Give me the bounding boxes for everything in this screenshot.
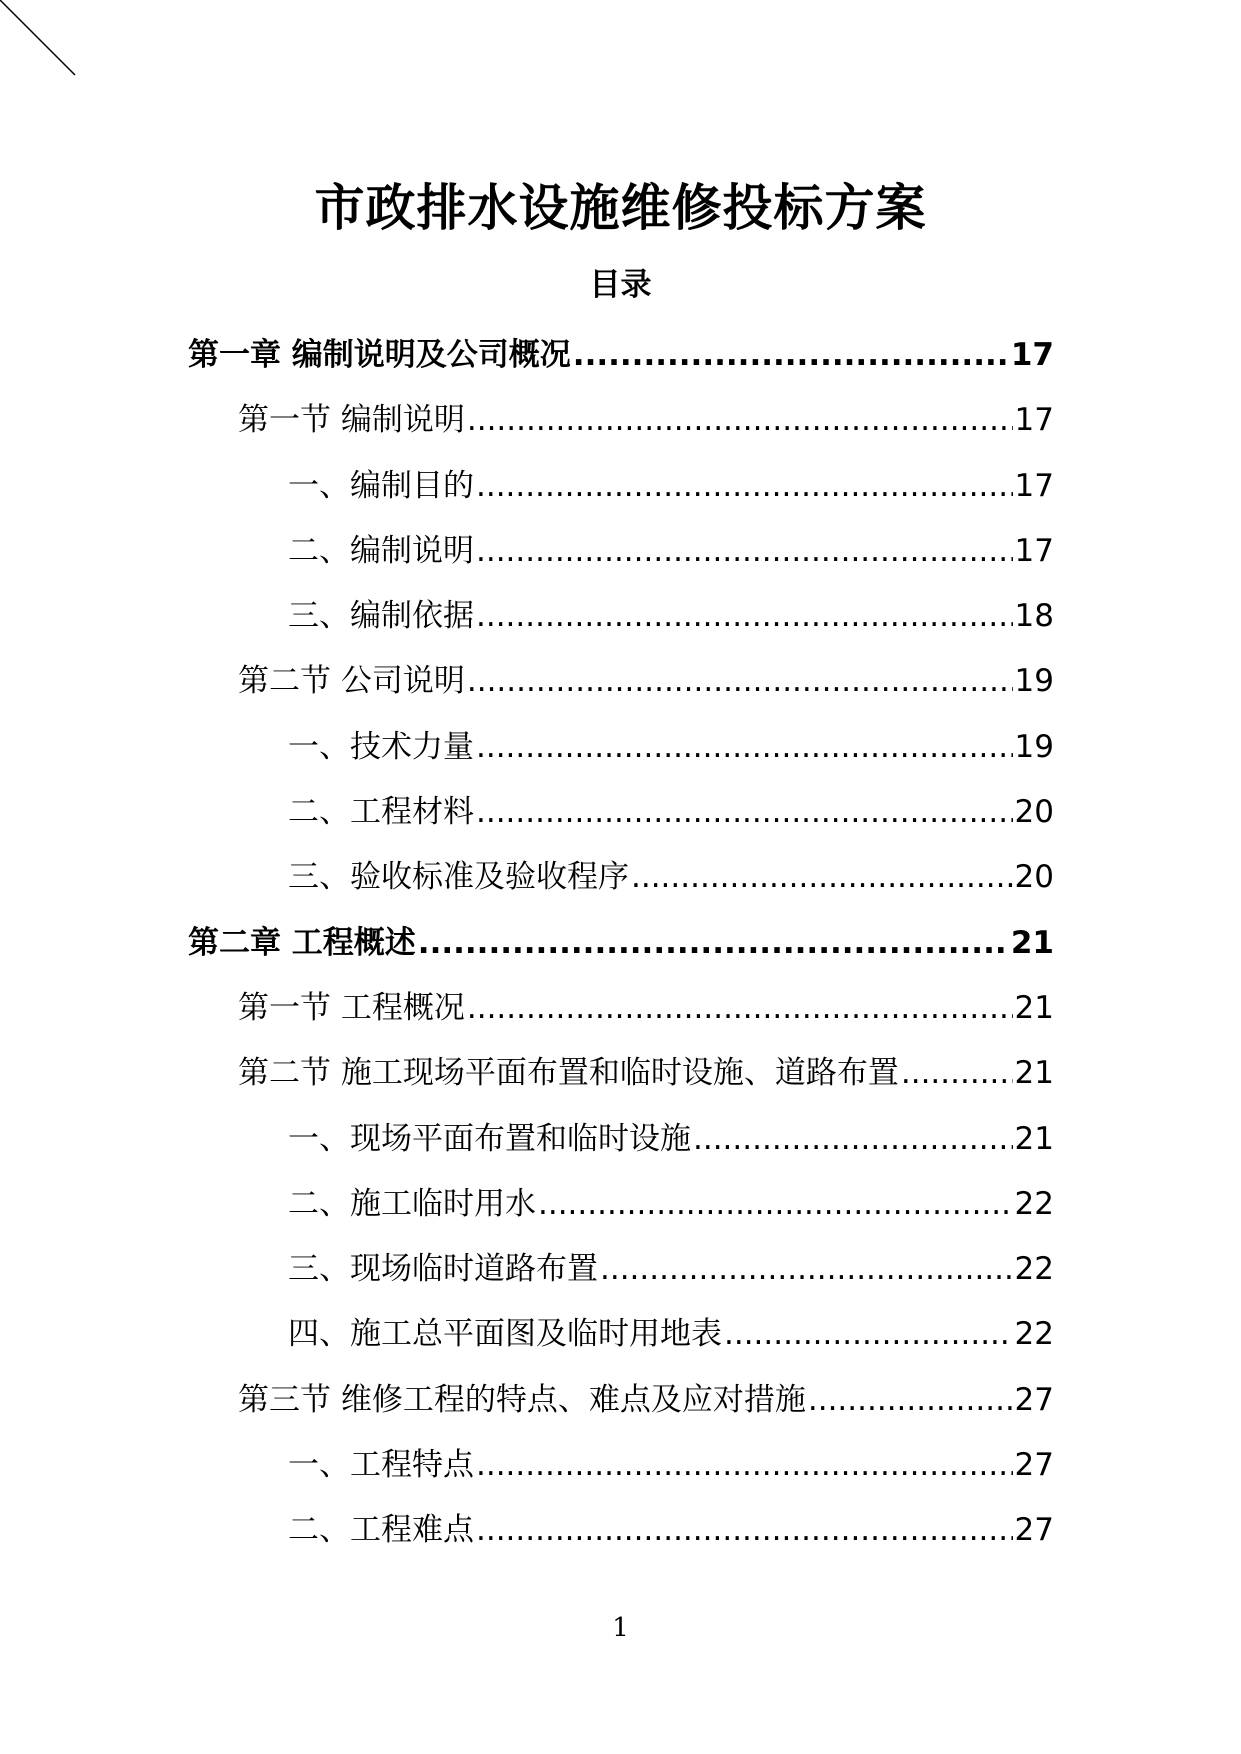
toc-entry-label: 二、工程材料 (288, 794, 474, 831)
toc-entry-page: 27 (1014, 1512, 1054, 1549)
toc-dot-leader (467, 392, 1013, 448)
toc-entry-page: 18 (1014, 598, 1054, 635)
toc-entry-label: 第二章 工程概述 (188, 924, 416, 961)
toc-entry-subsection[interactable] (188, 523, 1054, 588)
toc-entry-section[interactable] (188, 980, 1054, 1045)
toc-dot-leader (476, 1437, 1013, 1493)
toc-dot-leader (901, 1045, 1013, 1101)
toc-entry-subsection[interactable] (188, 458, 1054, 523)
toc-entry-page: 22 (1014, 1316, 1054, 1353)
toc-entry-subsection[interactable] (188, 849, 1054, 914)
toc-entry-page: 27 (1014, 1381, 1054, 1418)
toc-entry-chapter-2[interactable] (188, 915, 1054, 980)
toc-entry-page: 27 (1014, 1447, 1054, 1484)
toc-entry-subsection[interactable] (188, 784, 1054, 849)
toc-entry-label: 三、编制依据 (288, 598, 474, 635)
toc-dot-leader (693, 1111, 1013, 1167)
toc-entry-label: 四、施工总平面图及临时用地表 (288, 1316, 722, 1353)
toc-entry-page: 21 (1014, 1120, 1054, 1157)
toc-dot-leader (467, 980, 1013, 1036)
toc-heading: 目录 (589, 267, 652, 303)
document-title: 市政排水设施维修投标方案 (314, 179, 927, 237)
toc-dot-leader (573, 327, 1009, 383)
toc-entry-page: 17 (1014, 467, 1054, 504)
toc-entry-label: 三、现场临时道路布置 (288, 1251, 598, 1288)
toc-entry-label: 第三节 维修工程的特点、难点及应对措施 (238, 1381, 806, 1418)
toc-entry-label: 二、编制说明 (288, 532, 474, 569)
toc-dot-leader (724, 1306, 1013, 1362)
toc-dot-leader (476, 458, 1013, 514)
toc-entry-page: 21 (1014, 1055, 1054, 1092)
toc-entry-label: 二、施工临时用水 (288, 1185, 536, 1222)
toc-entry-page: 17 (1014, 402, 1054, 439)
toc-entry-label: 第一章 编制说明及公司概况 (188, 337, 571, 373)
toc-entry-label: 第一节 编制说明 (238, 402, 465, 439)
toc-entry-page: 21 (1010, 924, 1054, 961)
toc-entry-label: 第二节 公司说明 (238, 663, 465, 700)
toc-entry-page: 17 (1010, 337, 1054, 373)
toc-dot-leader (476, 1502, 1013, 1558)
toc-entry-label: 一、现场平面布置和临时设施 (288, 1120, 691, 1157)
toc-entry-page: 22 (1014, 1185, 1054, 1222)
toc-entry-subsection[interactable] (188, 1111, 1054, 1176)
toc-entry-subsection[interactable] (188, 1176, 1054, 1241)
toc-entry-label: 一、编制目的 (288, 467, 474, 504)
toc-entry-label: 第一节 工程概况 (238, 989, 465, 1026)
toc-entry-page: 22 (1014, 1251, 1054, 1288)
toc-dot-leader (476, 719, 1013, 775)
toc-entry-subsection[interactable] (188, 719, 1054, 784)
toc-entry-subsection[interactable] (188, 1502, 1054, 1567)
toc-entry-label: 一、技术力量 (288, 728, 474, 765)
toc-entry-section[interactable] (188, 1372, 1054, 1437)
corner-crop-mark (0, 0, 80, 80)
table-of-contents (188, 327, 1054, 1568)
toc-entry-label: 三、验收标准及验收程序 (288, 859, 629, 896)
toc-entry-page: 17 (1014, 532, 1054, 569)
toc-dot-leader (467, 653, 1013, 709)
toc-dot-leader (538, 1176, 1013, 1232)
toc-dot-leader (631, 849, 1013, 905)
toc-entry-page: 19 (1014, 728, 1054, 765)
toc-entry-label: 第二节 施工现场平面布置和临时设施、道路布置 (238, 1055, 899, 1092)
toc-entry-subsection[interactable] (188, 588, 1054, 653)
toc-entry-page: 20 (1014, 794, 1054, 831)
toc-entry-subsection[interactable] (188, 1306, 1054, 1371)
toc-entry-section[interactable] (188, 1045, 1054, 1110)
toc-dot-leader (476, 784, 1013, 840)
toc-entry-page: 21 (1014, 989, 1054, 1026)
toc-dot-leader (476, 523, 1013, 579)
toc-entry-page: 20 (1014, 859, 1054, 896)
toc-entry-subsection[interactable] (188, 1437, 1054, 1502)
page-number: 1 (612, 1613, 629, 1643)
toc-dot-leader (808, 1372, 1013, 1428)
toc-entry-page: 19 (1014, 663, 1054, 700)
toc-entry-subsection[interactable] (188, 1241, 1054, 1306)
toc-dot-leader (476, 588, 1013, 644)
toc-dot-leader (418, 915, 1009, 971)
toc-entry-section[interactable] (188, 653, 1054, 718)
toc-entry-section[interactable] (188, 392, 1054, 457)
toc-entry-label: 二、工程难点 (288, 1512, 474, 1549)
toc-entry-label: 一、工程特点 (288, 1447, 474, 1484)
toc-entry-chapter-1[interactable] (188, 327, 1054, 392)
toc-dot-leader (600, 1241, 1013, 1297)
